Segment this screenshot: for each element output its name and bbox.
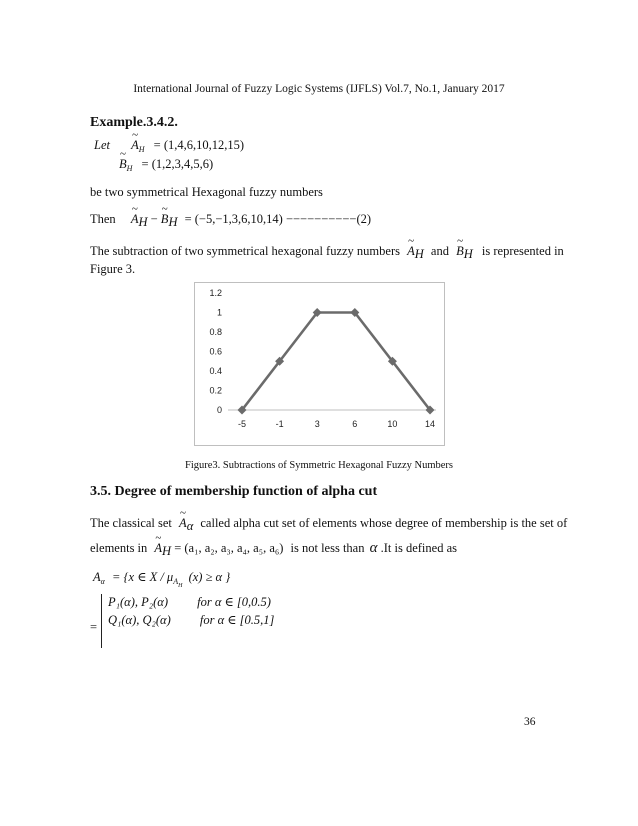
- chart-svg: [195, 283, 444, 445]
- section-text: The classical set: [90, 516, 172, 530]
- section-line-2: [90, 540, 457, 559]
- and-word: and: [430, 244, 449, 258]
- section-text: .It is defined as: [380, 541, 457, 555]
- example-heading: Example.3.4.2.: [90, 115, 178, 130]
- x-tick-label: 3: [314, 419, 320, 429]
- alpha-symbol: α: [369, 540, 378, 556]
- then-line: [90, 212, 371, 230]
- a-symbol: ~ A: [179, 516, 187, 531]
- alpha-subscript: α: [186, 519, 194, 533]
- b-subscript: H: [168, 215, 178, 229]
- x-tick-label: -5: [237, 419, 247, 429]
- h-subscript: H: [178, 583, 183, 589]
- x-tick-label: -1: [275, 419, 284, 429]
- b-symbol: ~ B: [119, 157, 127, 172]
- description-text: be two symmetrical Hexagonal fuzzy numbers: [90, 185, 323, 199]
- section-text: elements in: [90, 541, 148, 555]
- definition-line: [93, 569, 230, 589]
- section-heading: 3.5. Degree of membership function of alpha cut: [90, 484, 378, 499]
- b-symbol: ~ B: [161, 212, 169, 227]
- definition-lhs: A: [93, 570, 101, 584]
- a-subscript: H: [138, 215, 148, 229]
- case-1: [108, 594, 271, 610]
- case-1-expr: P₁(α), P₂(α): [108, 595, 168, 609]
- equation-result: = (−5,−1,3,6,10,14) −−−−−−−−−−(2): [184, 212, 372, 226]
- b-values: = (1,2,3,4,5,6): [141, 157, 214, 171]
- x-tick-label: 6: [352, 419, 358, 429]
- case-1-condition: for α ∈ [0,0.5): [197, 595, 271, 609]
- section-line-1: [90, 516, 567, 534]
- b-subscript: H: [463, 247, 473, 261]
- a-values: = (1,4,6,10,12,15): [153, 138, 245, 152]
- figure-caption: Figure3. Subtractions of Symmetric Hexagonal Fuzzy Numbers: [185, 460, 453, 471]
- y-tick-label: 1: [216, 307, 222, 318]
- x-tick-label: 10: [387, 419, 398, 429]
- figure-3-chart: [194, 282, 445, 446]
- y-tick-label: 0: [216, 405, 222, 415]
- case-2: [108, 612, 274, 628]
- b-symbol: ~ B: [456, 244, 464, 259]
- y-tick-label: 0.6: [209, 346, 222, 357]
- series-line: [242, 313, 430, 411]
- a-subscript: H: [162, 544, 172, 558]
- let-line: [94, 138, 244, 154]
- paragraph-line-1: [90, 244, 564, 262]
- paragraph-line-2: Figure 3.: [90, 262, 136, 276]
- section-text: is not less than: [290, 541, 365, 555]
- y-tick-label: 0.2: [209, 385, 222, 396]
- section-text: called alpha cut set of elements whose degree of membership is the set of: [200, 516, 568, 530]
- b-line: [119, 157, 213, 173]
- paragraph-text: is represented in: [481, 244, 564, 258]
- y-tick-label: 0.4: [209, 366, 222, 376]
- case-2-expr: Q₁(α), Q₂(α): [108, 613, 171, 627]
- y-tick-label: 0.8: [209, 327, 222, 337]
- y-tick-label: 1.2: [209, 288, 222, 298]
- alpha-subscript: α: [100, 577, 105, 586]
- x-tick-label: 14: [424, 419, 436, 429]
- journal-header: International Journal of Fuzzy Logic Systems (IJFLS) Vol.7, No.1, January 2017: [133, 83, 505, 95]
- a-subscript: A: [173, 577, 179, 586]
- a-subscript: H: [414, 247, 424, 261]
- definition-rhs: = {x ∈ X / μ: [111, 570, 174, 584]
- definition-tail: (x) ≥ α }: [188, 570, 231, 584]
- page-number: 36: [524, 716, 536, 728]
- let-word: Let: [94, 138, 110, 152]
- a-symbol: ~ A: [154, 541, 162, 556]
- then-word: Then: [90, 212, 116, 226]
- case-2-condition: for α ∈ [0.5,1]: [199, 613, 275, 627]
- b-subscript: H: [126, 164, 133, 173]
- a-symbol: ~ A: [131, 212, 139, 227]
- tuple-values: = (a₁, a₂, a₃, a₄, a₅, a₆): [174, 541, 284, 555]
- a-symbol: ~ A: [407, 244, 415, 259]
- minus-sign: −: [150, 212, 158, 226]
- equals-sign: =: [90, 620, 98, 634]
- a-symbol: ~ A: [131, 138, 139, 153]
- paragraph-text: The subtraction of two symmetrical hexagonal fuzzy numbers: [90, 244, 400, 258]
- a-subscript: H: [138, 145, 145, 154]
